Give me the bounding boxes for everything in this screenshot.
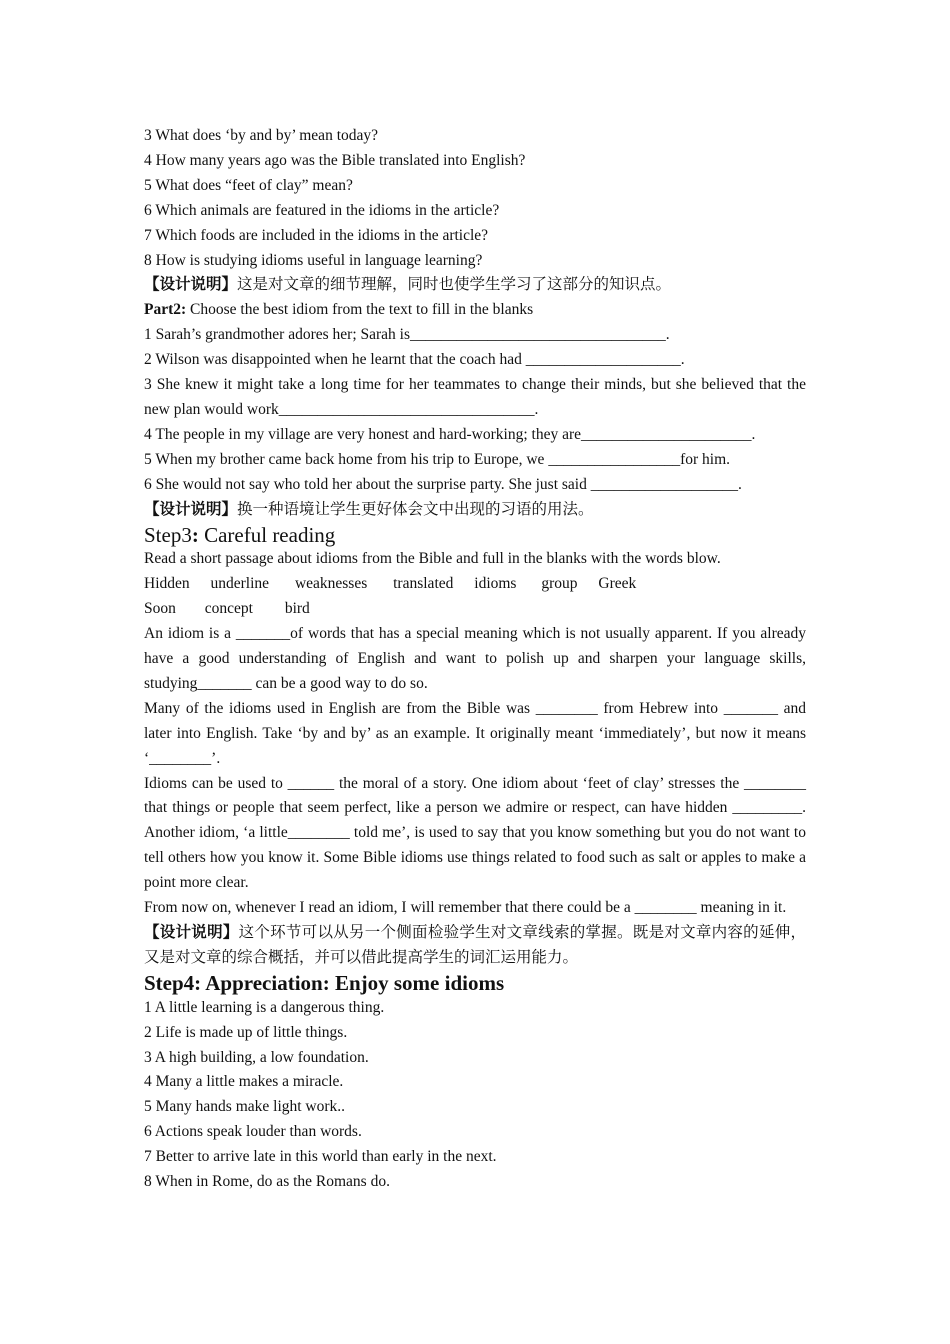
design-note-tag: 【设计说明】 xyxy=(144,276,238,294)
part2-heading xyxy=(144,298,806,323)
idiom-item: 7 Better to arrive late in this world than early in the next. xyxy=(144,1148,497,1166)
word-bank-word: bird xyxy=(284,600,310,618)
idiom-item: 4 Many a little makes a miracle. xyxy=(144,1073,344,1091)
step3-heading-colon: : xyxy=(191,522,205,547)
fill-blank-item: 6 She would not say who told her about the surprise party. She just said ___________________. xyxy=(144,475,742,493)
step3-instruction: Read a short passage about idioms from the Bible and full in the blanks with the words blow. xyxy=(144,550,721,568)
idiom-item: 2 Life is made up of little things. xyxy=(144,1023,348,1041)
word-bank-word: Soon xyxy=(144,600,176,618)
design-note-text: 换一种语境让学生更好体会文中出现的习语的用法。 xyxy=(237,500,594,518)
part2-instruction: Choose the best idiom from the text to fill in the blanks xyxy=(186,301,534,319)
idiom-item: 3 A high building, a low foundation. xyxy=(144,1048,369,1066)
idiom-item: 8 When in Rome, do as the Romans do. xyxy=(144,1173,390,1191)
document-page xyxy=(144,124,806,1195)
passage-paragraph: From now on, whenever I read an idiom, I will remember that there could be a ________ meaning in it. xyxy=(144,899,787,917)
part1-question-list xyxy=(144,124,806,273)
step3-heading-title: Careful reading xyxy=(204,522,336,547)
design-note xyxy=(144,921,806,971)
word-bank-word: concept xyxy=(204,600,253,618)
idiom-item: 1 A little learning is a dangerous thing. xyxy=(144,998,385,1016)
idiom-list xyxy=(144,996,806,1195)
idiom-item: 6 Actions speak louder than words. xyxy=(144,1123,362,1141)
word-bank-word: translated xyxy=(393,575,454,593)
fill-blank-item: 1 Sarah’s grandmother adores her; Sarah is_________________________________. xyxy=(144,326,670,344)
word-bank-row xyxy=(144,572,806,597)
word-bank-word: idioms xyxy=(474,575,517,593)
question-item: 4 How many years ago was the Bible translated into English? xyxy=(144,151,526,169)
step4-heading: Step4: Appreciation: Enjoy some idioms xyxy=(144,970,505,995)
word-bank-word: group xyxy=(541,575,578,593)
question-item: 8 How is studying idioms useful in language learning? xyxy=(144,251,483,269)
idiom-item: 5 Many hands make light work.. xyxy=(144,1098,346,1116)
word-bank-row xyxy=(144,597,806,622)
word-bank-word: weaknesses xyxy=(294,575,368,593)
word-bank-word: underline xyxy=(210,575,270,593)
question-item: 7 Which foods are included in the idioms in the article? xyxy=(144,226,489,244)
passage-paragraph: Many of the idioms used in English are from the Bible was ________ from Hebrew into _______ and later into English. Take ‘by and by’ as an example. It originally meant ‘immediately’, but now it means ‘________’. xyxy=(144,699,806,767)
word-bank-word: Greek xyxy=(598,575,637,593)
passage-paragraph: Idioms can be used to ______ the moral of a story. One idiom about ‘feet of clay’ stresses the ________ that things or people that seem perfect, like a person we admire or respect, can have hidden _________. Another idiom, ‘a little________ told me’, is used to say that you know something but you do not want to tell others how you know it. Some Bible idioms use things related to food such as salt or apples to make a point more clear. xyxy=(144,774,806,892)
question-item: 3 What does ‘by and by’ mean today? xyxy=(144,127,379,144)
part2-item-list xyxy=(144,323,806,497)
fill-blank-item: 2 Wilson was disappointed when he learnt that the coach had ____________________. xyxy=(144,351,685,369)
step3-heading xyxy=(144,523,806,548)
design-note-tag: 【设计说明】 xyxy=(144,924,239,941)
question-item: 6 Which animals are featured in the idioms in the article? xyxy=(144,201,500,219)
question-item: 5 What does “feet of clay” mean? xyxy=(144,176,353,194)
design-note xyxy=(144,273,806,298)
fill-blank-item: 5 When my brother came back home from his trip to Europe, we _________________for him. xyxy=(144,450,731,468)
design-note-tag: 【设计说明】 xyxy=(144,500,238,518)
word-bank-word: Hidden xyxy=(144,575,190,593)
design-note-text: 这个环节可以从另一个侧面检验学生对文章线索的掌握。既是对文章内容的延伸，又是对文章的综合概括，并可以借此提高学生的词汇运用能力。 xyxy=(144,924,806,966)
part2-label: Part2: xyxy=(144,301,187,319)
design-note-text: 这是对文章的细节理解，同时也使学生学习了这部分的知识点。 xyxy=(237,276,672,294)
design-note xyxy=(144,498,806,523)
fill-blank-item: 4 The people in my village are very honest and hard-working; they are______________________. xyxy=(144,425,756,443)
step3-heading-number: Step3 xyxy=(144,522,192,547)
passage-paragraph: An idiom is a _______of words that has a special meaning which is not usually apparent. If you already have a good understanding of English and want to polish up and sharpen your language skills, studying_______ can be a good way to do so. xyxy=(144,625,806,692)
fill-blank-item: 3 She knew it might take a long time for her teammates to change their minds, but she believed that the new plan would work_________________________________. xyxy=(144,376,806,418)
